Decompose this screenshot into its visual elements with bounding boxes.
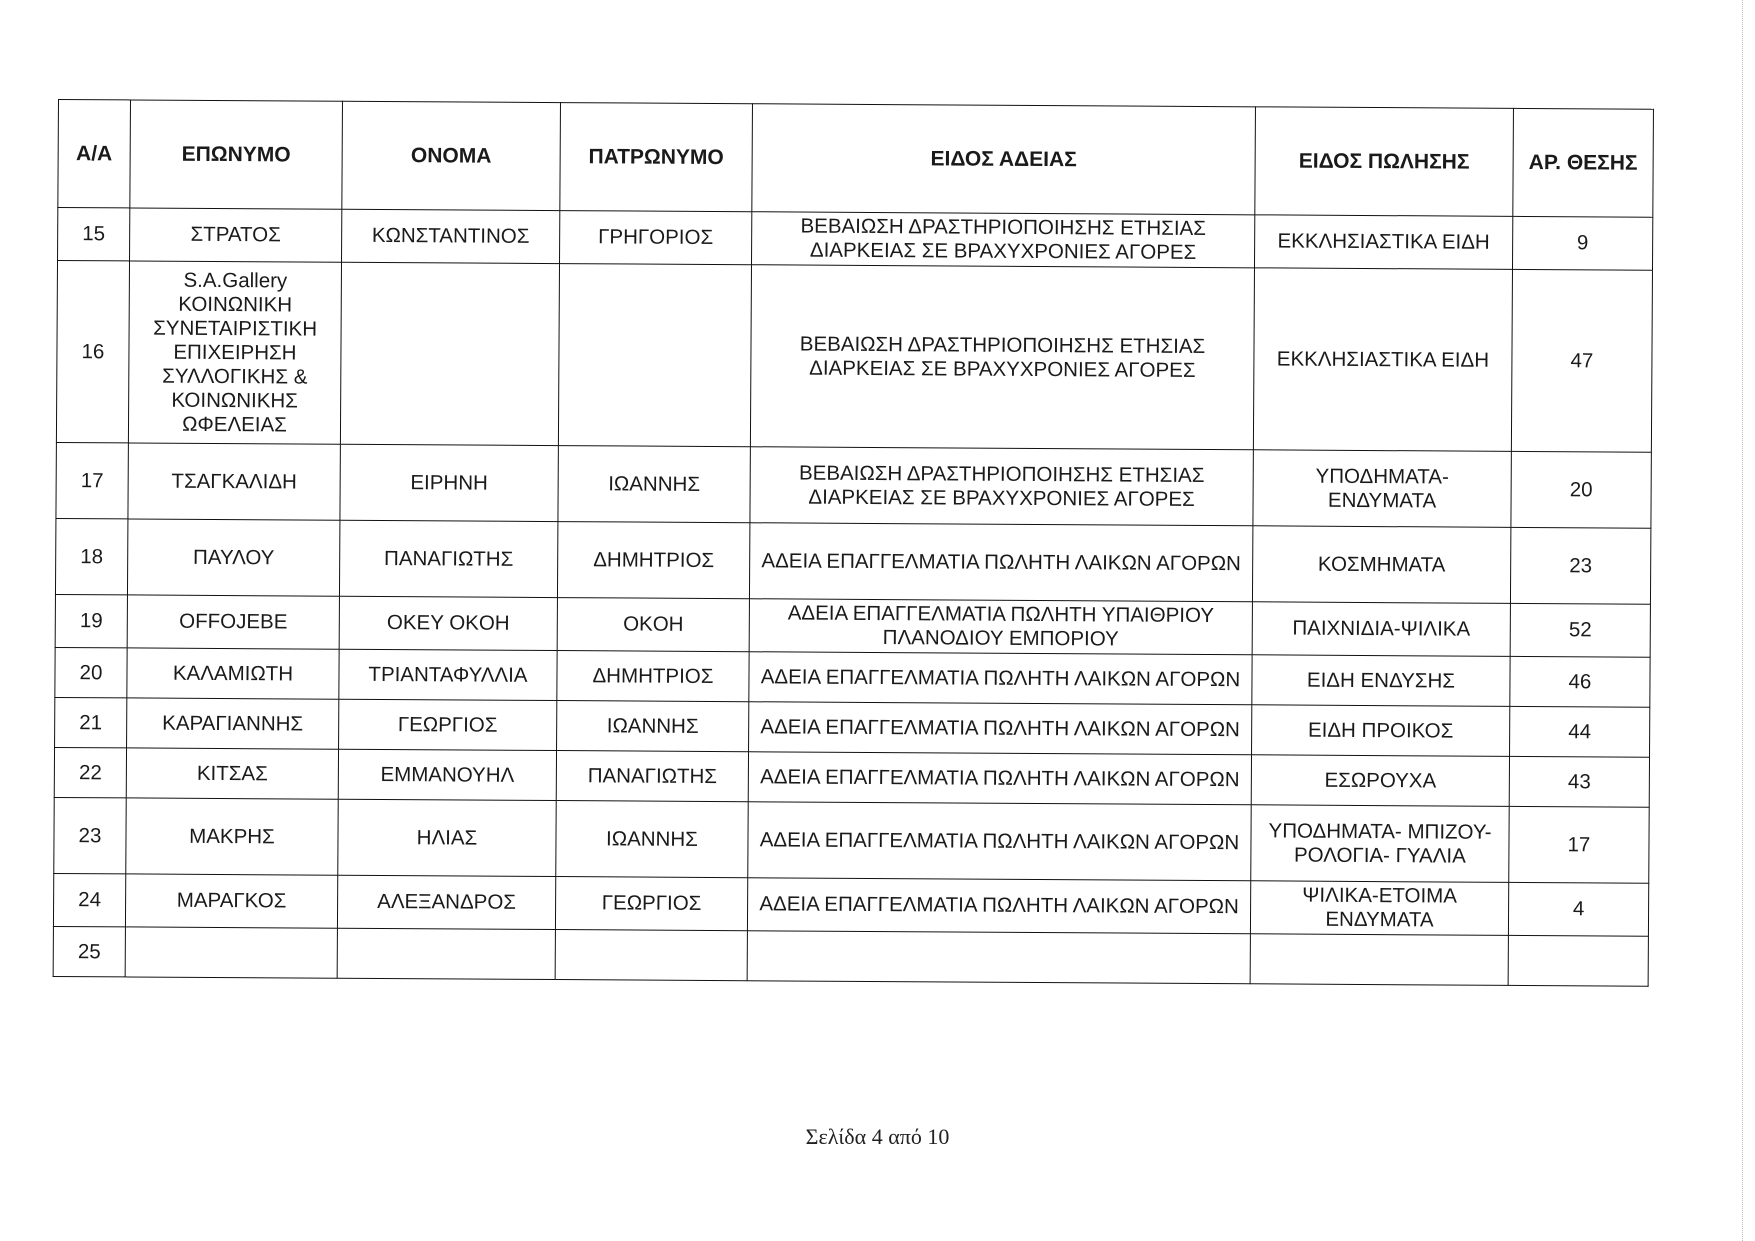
- cell-sales-type: ΕΙΔΗ ΕΝΔΥΣΗΣ: [1252, 655, 1510, 707]
- table-row: [55, 594, 1650, 657]
- cell-surname: ΜΑΚΡΗΣ: [126, 798, 338, 875]
- cell-stall-number: 52: [1510, 603, 1650, 657]
- cell-stall-number: 4: [1508, 882, 1648, 936]
- header-permit-type: ΕΙΔΟΣ ΑΔΕΙΑΣ: [752, 104, 1256, 215]
- cell-aa: 15: [58, 208, 130, 261]
- table-row: [55, 518, 1650, 604]
- cell-first-name: [337, 928, 555, 979]
- cell-aa: 21: [55, 697, 127, 747]
- header-surname: ΕΠΩΝΥΜΟ: [130, 100, 343, 209]
- cell-first-name: ΑΛΕΞΑΝΔΡΟΣ: [337, 875, 555, 929]
- cell-aa: 25: [53, 926, 125, 976]
- cell-surname: [125, 927, 337, 978]
- cell-surname: ΣΤΡΑΤΟΣ: [130, 208, 342, 262]
- cell-stall-number: 46: [1510, 656, 1650, 707]
- cell-stall-number: 17: [1509, 806, 1649, 883]
- cell-surname: OFFOJEBE: [127, 595, 339, 649]
- cell-aa: 20: [55, 647, 127, 697]
- table-row: [54, 797, 1649, 883]
- cell-stall-number: 43: [1509, 756, 1649, 807]
- cell-permit-type: ΑΔΕΙΑ ΕΠΑΓΓΕΛΜΑΤΙΑ ΠΩΛΗΤΗ ΛΑΙΚΩΝ ΑΓΟΡΩΝ: [748, 752, 1251, 805]
- cell-surname: S.A.Gallery ΚΟΙΝΩΝΙΚΗ ΣΥΝΕΤΑΙΡΙΣΤΙΚΗ ΕΠΙΧΕΙΡΗΣΗ ΣΥΛΛΟΓΙΚΗΣ & ΚΟΙΝΩΝΙΚΗΣ ΩΦΕΛΕΙΑΣ: [128, 261, 341, 444]
- cell-permit-type: ΒΕΒΑΙΩΣΗ ΔΡΑΣΤΗΡΙΟΠΟΙΗΣΗΣ ΕΤΗΣΙΑΣ ΔΙΑΡΚΕΙΑΣ ΣΕ ΒΡΑΧΥΧΡΟΝΙΕΣ ΑΓΟΡΕΣ: [750, 265, 1254, 450]
- cell-fathers-name: ΠΑΝΑΓΙΩΤΗΣ: [556, 751, 748, 802]
- cell-surname: ΜΑΡΑΓΚΟΣ: [125, 874, 337, 928]
- cell-aa: 24: [53, 873, 125, 926]
- cell-stall-number: [1508, 935, 1648, 986]
- cell-fathers-name: ΓΡΗΓΟΡΙΟΣ: [560, 211, 752, 265]
- table-row: [58, 208, 1653, 271]
- cell-first-name: ΠΑΝΑΓΙΩΤΗΣ: [339, 520, 557, 597]
- cell-fathers-name: ΙΩΑΝΝΗΣ: [558, 446, 750, 523]
- cell-fathers-name: OKOH: [557, 598, 749, 652]
- cell-first-name: ΗΛΙΑΣ: [338, 799, 556, 876]
- cell-first-name: ΓΕΩΡΓΙΟΣ: [339, 699, 557, 750]
- cell-surname: ΚΙΤΣΑΣ: [126, 748, 338, 799]
- cell-first-name: [340, 262, 559, 445]
- cell-sales-type: ΕΣΩΡΟΥΧΑ: [1251, 755, 1509, 807]
- cell-first-name: OKEY OKOH: [339, 596, 557, 650]
- cell-sales-type: ΚΟΣΜΗΜΑΤΑ: [1252, 526, 1510, 604]
- cell-stall-number: 9: [1512, 216, 1652, 270]
- cell-surname: ΚΑΛΑΜΙΩΤΗ: [127, 648, 339, 699]
- cell-fathers-name: ΔΗΜΗΤΡΙΟΣ: [557, 651, 749, 702]
- cell-permit-type: ΑΔΕΙΑ ΕΠΑΓΓΕΛΜΑΤΙΑ ΠΩΛΗΤΗ ΥΠΑΙΘΡΙΟΥ ΠΛΑΝΟΔΙΟΥ ΕΜΠΟΡΙΟΥ: [749, 599, 1252, 655]
- scan-edge-divider: [1742, 0, 1744, 1241]
- header-fathers-name: ΠΑΤΡΩΝΥΜΟ: [560, 103, 753, 212]
- cell-surname: ΠΑΥΛΟΥ: [127, 519, 339, 596]
- cell-fathers-name: ΔΗΜΗΤΡΙΟΣ: [557, 522, 749, 599]
- cell-permit-type: ΑΔΕΙΑ ΕΠΑΓΓΕΛΜΑΤΙΑ ΠΩΛΗΤΗ ΛΑΙΚΩΝ ΑΓΟΡΩΝ: [747, 878, 1250, 934]
- cell-surname: ΚΑΡΑΓΙΑΝΝΗΣ: [127, 698, 339, 749]
- cell-fathers-name: [555, 930, 747, 981]
- cell-permit-type: ΑΔΕΙΑ ΕΠΑΓΓΕΛΜΑΤΙΑ ΠΩΛΗΤΗ ΛΑΙΚΩΝ ΑΓΟΡΩΝ: [749, 652, 1252, 705]
- cell-fathers-name: ΙΩΑΝΝΗΣ: [557, 701, 749, 752]
- cell-aa: 18: [55, 518, 127, 594]
- table-row: [56, 261, 1652, 453]
- cell-aa: 22: [54, 747, 126, 797]
- header-sales-type: ΕΙΔΟΣ ΠΩΛΗΣΗΣ: [1255, 107, 1514, 217]
- header-first-name: ΟΝΟΜΑ: [342, 101, 561, 210]
- cell-permit-type: ΒΕΒΑΙΩΣΗ ΔΡΑΣΤΗΡΙΟΠΟΙΗΣΗΣ ΕΤΗΣΙΑΣ ΔΙΑΡΚΕΙΑΣ ΣΕ ΒΡΑΧΥΧΡΟΝΙΕΣ ΑΓΟΡΕΣ: [752, 212, 1255, 268]
- cell-aa: 16: [56, 261, 129, 443]
- cell-sales-type: ΥΠΟΔΗΜΑΤΑ- ΕΝΔΥΜΑΤΑ: [1253, 450, 1511, 528]
- cell-surname: ΤΣΑΓΚΑΛΙΔΗ: [128, 443, 340, 520]
- cell-sales-type: ΕΚΚΛΗΣΙΑΣΤΙΚΑ ΕΙΔΗ: [1254, 215, 1512, 270]
- cell-sales-type: ΥΠΟΔΗΜΑΤΑ- ΜΠΙΖΟΥ-ΡΟΛΟΓΙΑ- ΓΥΑΛΙΑ: [1251, 805, 1509, 883]
- cell-first-name: ΚΩΝΣΤΑΝΤΙΝΟΣ: [342, 209, 560, 263]
- cell-first-name: ΤΡΙΑΝΤΑΦΥΛΛΙΑ: [339, 649, 557, 700]
- cell-first-name: ΕΙΡΗΝΗ: [340, 444, 558, 521]
- cell-permit-type: ΑΔΕΙΑ ΕΠΑΓΓΕΛΜΑΤΙΑ ΠΩΛΗΤΗ ΛΑΙΚΩΝ ΑΓΟΡΩΝ: [749, 702, 1252, 755]
- cell-permit-type: ΑΔΕΙΑ ΕΠΑΓΓΕΛΜΑΤΙΑ ΠΩΛΗΤΗ ΛΑΙΚΩΝ ΑΓΟΡΩΝ: [749, 523, 1252, 602]
- cell-aa: 23: [54, 797, 126, 873]
- cell-stall-number: 47: [1511, 269, 1652, 452]
- cell-sales-type: ΨΙΛΙΚΑ-ΕΤΟΙΜΑ ΕΝΔΥΜΑΤΑ: [1250, 881, 1508, 936]
- table-row: [53, 926, 1648, 986]
- cell-permit-type: ΑΔΕΙΑ ΕΠΑΓΓΕΛΜΑΤΙΑ ΠΩΛΗΤΗ ΛΑΙΚΩΝ ΑΓΟΡΩΝ: [748, 802, 1251, 881]
- header-stall-number: ΑΡ. ΘΕΣΗΣ: [1513, 108, 1654, 217]
- vendor-permits-table: [53, 99, 1654, 987]
- cell-aa: 17: [56, 442, 128, 518]
- cell-fathers-name: [558, 264, 751, 447]
- header-aa: Α/Α: [58, 100, 131, 208]
- cell-sales-type: ΕΙΔΗ ΠΡΟΙΚΟΣ: [1252, 705, 1510, 757]
- page-number: Σελίδα 4 από 10: [805, 1124, 950, 1149]
- cell-fathers-name: ΓΕΩΡΓΙΟΣ: [555, 877, 747, 931]
- cell-stall-number: 23: [1510, 527, 1650, 604]
- cell-stall-number: 20: [1511, 451, 1651, 528]
- cell-permit-type: ΒΕΒΑΙΩΣΗ ΔΡΑΣΤΗΡΙΟΠΟΙΗΣΗΣ ΕΤΗΣΙΑΣ ΔΙΑΡΚΕΙΑΣ ΣΕ ΒΡΑΧΥΧΡΟΝΙΕΣ ΑΓΟΡΕΣ: [750, 447, 1253, 526]
- table-row: [56, 442, 1651, 528]
- cell-permit-type: [747, 931, 1250, 984]
- table-row: [53, 873, 1648, 936]
- cell-fathers-name: ΙΩΑΝΝΗΣ: [556, 801, 748, 878]
- cell-stall-number: 44: [1510, 706, 1650, 757]
- cell-sales-type: [1250, 934, 1508, 986]
- cell-sales-type: ΠΑΙΧΝΙΔΙΑ-ΨΙΛΙΚΑ: [1252, 602, 1510, 657]
- cell-sales-type: ΕΚΚΛΗΣΙΑΣΤΙΚΑ ΕΙΔΗ: [1253, 268, 1512, 452]
- cell-first-name: ΕΜΜΑΝΟΥΗΛ: [338, 749, 556, 800]
- table-header-row: [58, 100, 1654, 218]
- cell-aa: 19: [55, 594, 127, 647]
